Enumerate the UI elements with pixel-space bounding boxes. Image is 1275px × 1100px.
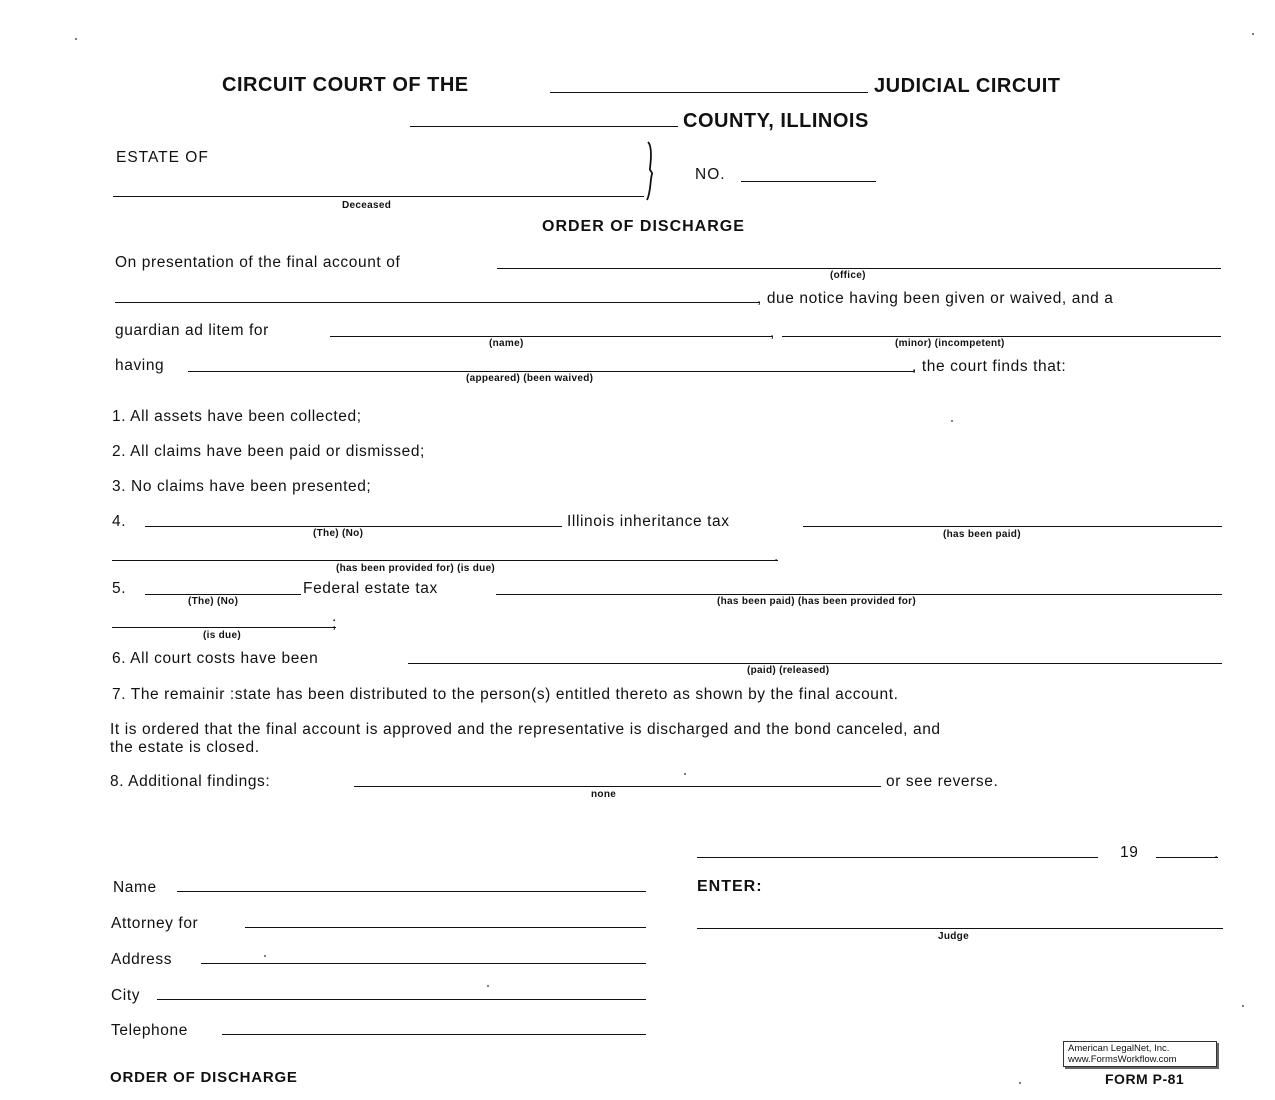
county-suffix: COUNTY, ILLINOIS [683,110,869,132]
paid-provided-caption: (has been paid) (has been provided for) [717,596,916,607]
badge-line-1: American LegalNet, Inc. [1068,1043,1170,1054]
telephone-label: Telephone [111,1022,188,1039]
finding-5-number: 5. [112,580,127,597]
finding-4-number: 4. [112,513,127,530]
paid-released-caption: (paid) (released) [747,665,830,676]
guardian-name-field[interactable] [330,336,772,339]
circuit-suffix: JUDICIAL CIRCUIT [874,75,1061,97]
year-prefix: 19 [1120,844,1139,861]
year-field[interactable] [1156,857,1218,860]
publisher-badge [1063,1041,1217,1067]
see-reverse-text: or see reverse. [886,773,999,790]
scan-speck [75,38,77,40]
provided-due-caption: (has been provided for) (is due) [336,563,496,574]
county-field[interactable] [410,126,678,129]
attorney-name-field[interactable] [177,891,646,894]
attorney-for-field[interactable] [245,927,646,930]
form-number: FORM P-81 [1105,1071,1185,1087]
judicial-circuit-field[interactable] [550,92,868,95]
has-been-paid-caption: (has been paid) [943,529,1021,540]
attorney-name-label: Name [113,879,157,896]
finding-4-period: . [774,548,779,565]
deceased-caption: Deceased [342,200,392,211]
address-label: Address [111,951,173,968]
address-field[interactable] [201,963,646,966]
badge-line-2: www.FormsWorkflow.com [1068,1054,1177,1065]
order-text-line-1: It is ordered that the final account is approved and the representative is discharged and the bond canceled, and [110,721,941,738]
scan-speck [951,420,953,422]
document-title: ORDER OF DISCHARGE [542,218,745,235]
scan-speck [1252,33,1254,35]
case-number-field[interactable] [741,181,876,184]
having-label: having [115,357,165,374]
finding-3: 3. No claims have been presented; [112,478,372,495]
finding-8: 8. Additional findings: [110,773,271,790]
date-period: . [1214,845,1219,862]
court-finds-text: , the court finds that: [912,358,1067,375]
name-caption: (name) [489,338,524,349]
scan-speck [264,955,266,957]
intro-text: On presentation of the final account of [115,254,401,271]
guardian-label: guardian ad litem for [115,322,269,339]
scan-speck [1242,1005,1244,1007]
scan-speck [684,773,686,775]
scan-speck [487,985,489,987]
city-field[interactable] [157,999,646,1002]
federal-estate-tax-label: Federal estate tax [303,580,438,597]
finding-2: 2. All claims have been paid or dismissed; [112,443,425,460]
date-field[interactable] [697,857,1098,860]
estate-of-label: ESTATE OF [116,149,209,166]
office-caption: (office) [830,270,866,281]
judge-caption: Judge [938,931,969,942]
finding-5-semicolon: ; [332,615,337,632]
telephone-field[interactable] [222,1034,646,1037]
representative-name-field[interactable] [115,302,759,305]
footer-title: ORDER OF DISCHARGE [110,1069,298,1086]
the-no-caption: (The) (No) [313,528,364,539]
scan-speck [1019,1082,1021,1084]
minor-caption: (minor) (incompetent) [895,338,1005,349]
additional-findings-field[interactable] [354,786,881,789]
finding-1: 1. All assets have been collected; [112,408,362,425]
order-text-line-2: the estate is closed. [110,739,260,756]
caption-brace [642,140,658,202]
the-no-caption-2: (The) (No) [188,596,239,607]
decedent-name-field[interactable] [113,196,644,199]
enter-label: ENTER: [697,878,763,895]
is-due-caption: (is due) [203,630,241,641]
court-prefix: CIRCUIT COURT OF THE [222,74,469,96]
city-label: City [111,987,141,1004]
illinois-inheritance-tax-label: Illinois inheritance tax [567,513,730,530]
attorney-for-label: Attorney for [111,915,199,932]
finding-6: 6. All court costs have been [112,650,319,667]
none-caption: none [591,789,617,800]
appeared-caption: (appeared) (been waived) [466,373,594,384]
finding-7: 7. The remainir :state has been distributed to the person(s) entitled thereto as shown by the final account. [112,686,899,703]
guardian-comma: , [770,324,775,341]
due-notice-text: , due notice having been given or waived, and a [757,290,1114,307]
case-no-label: NO. [695,166,726,183]
